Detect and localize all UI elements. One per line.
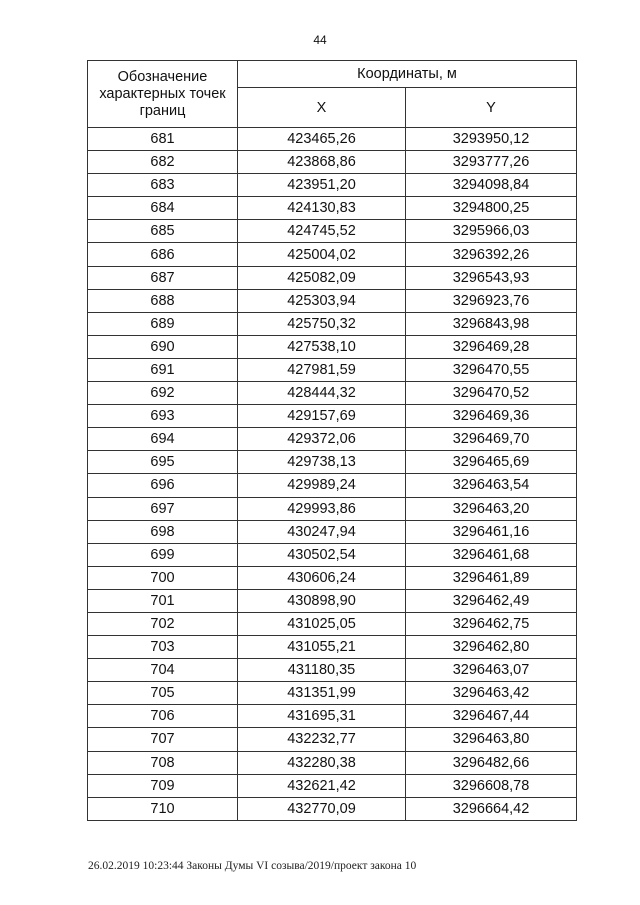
x-cell: 425303,94 <box>238 289 406 312</box>
y-cell: 3296461,89 <box>406 566 577 589</box>
y-cell: 3296463,42 <box>406 682 577 705</box>
x-cell: 429157,69 <box>238 405 406 428</box>
header-x: X <box>238 88 406 128</box>
table-row <box>88 174 577 197</box>
point-cell: 686 <box>88 243 238 266</box>
y-cell: 3296543,93 <box>406 266 577 289</box>
x-cell: 429738,13 <box>238 451 406 474</box>
y-cell: 3296469,70 <box>406 428 577 451</box>
table-row <box>88 566 577 589</box>
y-cell: 3296392,26 <box>406 243 577 266</box>
x-cell: 427538,10 <box>238 335 406 358</box>
table-row <box>88 636 577 659</box>
x-cell: 432232,77 <box>238 728 406 751</box>
table-row <box>88 659 577 682</box>
table-row <box>88 151 577 174</box>
y-cell: 3296470,55 <box>406 358 577 381</box>
coordinates-table <box>87 60 577 821</box>
y-cell: 3296461,68 <box>406 543 577 566</box>
point-cell: 681 <box>88 128 238 151</box>
y-cell: 3296469,28 <box>406 335 577 358</box>
y-cell: 3296461,16 <box>406 520 577 543</box>
y-cell: 3296608,78 <box>406 774 577 797</box>
point-cell: 707 <box>88 728 238 751</box>
x-cell: 430502,54 <box>238 543 406 566</box>
table-row <box>88 312 577 335</box>
table-row <box>88 589 577 612</box>
y-cell: 3296923,76 <box>406 289 577 312</box>
point-cell: 695 <box>88 451 238 474</box>
table-row <box>88 220 577 243</box>
x-cell: 431025,05 <box>238 612 406 635</box>
y-cell: 3296463,54 <box>406 474 577 497</box>
point-cell: 687 <box>88 266 238 289</box>
table-row <box>88 451 577 474</box>
x-cell: 425750,32 <box>238 312 406 335</box>
y-cell: 3296843,98 <box>406 312 577 335</box>
x-cell: 425004,02 <box>238 243 406 266</box>
table-row <box>88 612 577 635</box>
x-cell: 431351,99 <box>238 682 406 705</box>
table-row <box>88 405 577 428</box>
x-cell: 423868,86 <box>238 151 406 174</box>
point-cell: 683 <box>88 174 238 197</box>
x-cell: 432280,38 <box>238 751 406 774</box>
y-cell: 3296482,66 <box>406 751 577 774</box>
x-cell: 423465,26 <box>238 128 406 151</box>
point-cell: 684 <box>88 197 238 220</box>
y-cell: 3296467,44 <box>406 705 577 728</box>
x-cell: 429372,06 <box>238 428 406 451</box>
x-cell: 428444,32 <box>238 382 406 405</box>
page-number: 44 <box>313 33 327 47</box>
header-coordinates: Координаты, м <box>238 61 577 88</box>
table-row <box>88 474 577 497</box>
point-cell: 700 <box>88 566 238 589</box>
point-cell: 710 <box>88 797 238 820</box>
y-cell: 3296462,49 <box>406 589 577 612</box>
point-cell: 704 <box>88 659 238 682</box>
point-cell: 696 <box>88 474 238 497</box>
point-cell: 708 <box>88 751 238 774</box>
point-cell: 697 <box>88 497 238 520</box>
table-row <box>88 751 577 774</box>
x-cell: 430606,24 <box>238 566 406 589</box>
point-cell: 688 <box>88 289 238 312</box>
y-cell: 3295966,03 <box>406 220 577 243</box>
point-cell: 705 <box>88 682 238 705</box>
y-cell: 3296462,80 <box>406 636 577 659</box>
x-cell: 429993,86 <box>238 497 406 520</box>
y-cell: 3293777,26 <box>406 151 577 174</box>
table-row <box>88 728 577 751</box>
point-cell: 698 <box>88 520 238 543</box>
table-row <box>88 428 577 451</box>
x-cell: 424130,83 <box>238 197 406 220</box>
x-cell: 427981,59 <box>238 358 406 381</box>
point-cell: 702 <box>88 612 238 635</box>
x-cell: 431695,31 <box>238 705 406 728</box>
y-cell: 3296463,07 <box>406 659 577 682</box>
x-cell: 425082,09 <box>238 266 406 289</box>
footer-stamp: 26.02.2019 10:23:44 Законы Думы VI созыва/2019/проект закона 10 <box>88 860 417 872</box>
x-cell: 430898,90 <box>238 589 406 612</box>
y-cell: 3296463,20 <box>406 497 577 520</box>
y-cell: 3296462,75 <box>406 612 577 635</box>
x-cell: 430247,94 <box>238 520 406 543</box>
point-cell: 682 <box>88 151 238 174</box>
y-cell: 3296664,42 <box>406 797 577 820</box>
y-cell: 3294098,84 <box>406 174 577 197</box>
table-row <box>88 774 577 797</box>
table-row <box>88 497 577 520</box>
x-cell: 424745,52 <box>238 220 406 243</box>
table-row <box>88 705 577 728</box>
header-point-designation: Обозначение характерных точек границ <box>88 61 238 128</box>
x-cell: 432770,09 <box>238 797 406 820</box>
table-row <box>88 382 577 405</box>
table-row <box>88 797 577 820</box>
table-row <box>88 682 577 705</box>
table-row <box>88 197 577 220</box>
table-body <box>88 128 577 821</box>
table-row <box>88 289 577 312</box>
x-cell: 429989,24 <box>238 474 406 497</box>
y-cell: 3296469,36 <box>406 405 577 428</box>
point-cell: 699 <box>88 543 238 566</box>
table-row <box>88 128 577 151</box>
point-cell: 692 <box>88 382 238 405</box>
y-cell: 3296463,80 <box>406 728 577 751</box>
table-row <box>88 358 577 381</box>
table-header <box>88 61 577 128</box>
header-y: Y <box>406 88 577 128</box>
table-row <box>88 335 577 358</box>
point-cell: 691 <box>88 358 238 381</box>
point-cell: 703 <box>88 636 238 659</box>
point-cell: 694 <box>88 428 238 451</box>
table-row <box>88 243 577 266</box>
x-cell: 431055,21 <box>238 636 406 659</box>
y-cell: 3293950,12 <box>406 128 577 151</box>
point-cell: 706 <box>88 705 238 728</box>
table-row <box>88 520 577 543</box>
point-cell: 701 <box>88 589 238 612</box>
point-cell: 685 <box>88 220 238 243</box>
y-cell: 3296465,69 <box>406 451 577 474</box>
point-cell: 709 <box>88 774 238 797</box>
point-cell: 693 <box>88 405 238 428</box>
x-cell: 431180,35 <box>238 659 406 682</box>
y-cell: 3296470,52 <box>406 382 577 405</box>
point-cell: 690 <box>88 335 238 358</box>
y-cell: 3294800,25 <box>406 197 577 220</box>
table-row <box>88 543 577 566</box>
x-cell: 423951,20 <box>238 174 406 197</box>
x-cell: 432621,42 <box>238 774 406 797</box>
point-cell: 689 <box>88 312 238 335</box>
table-row <box>88 266 577 289</box>
